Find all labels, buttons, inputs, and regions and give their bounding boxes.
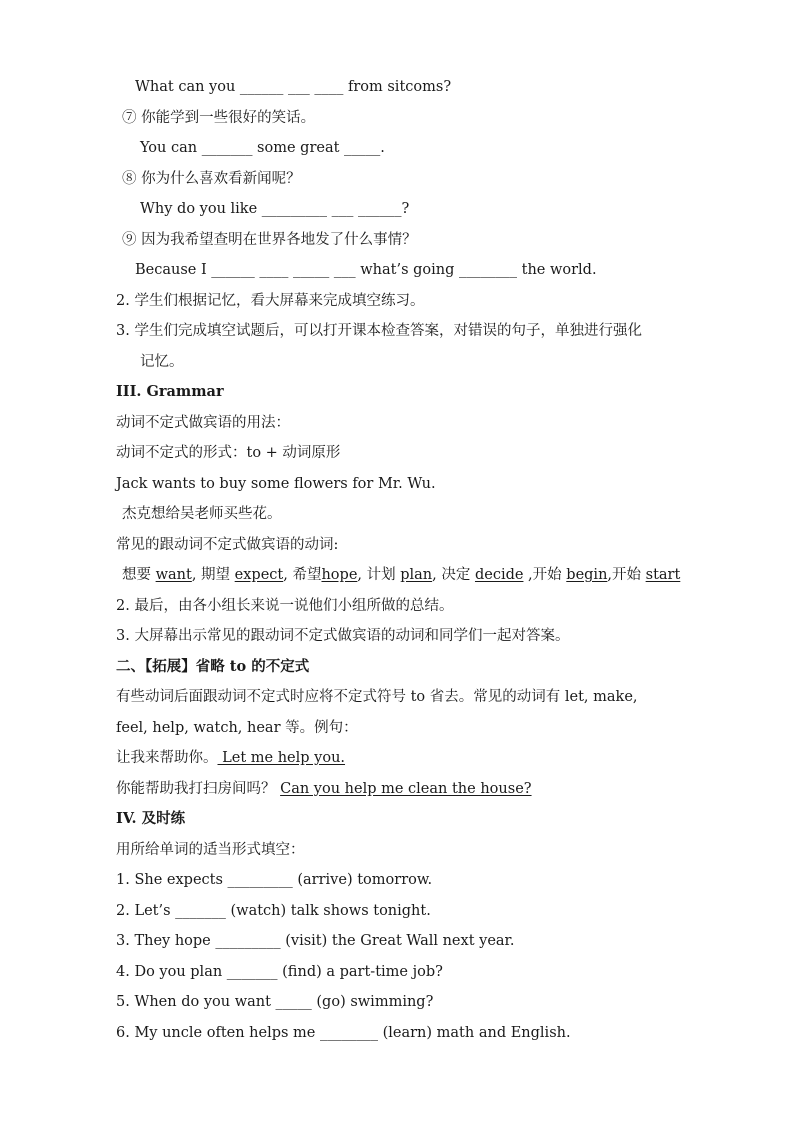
step-3-text-cont: 记忆。 (140, 354, 184, 370)
verb-cn-hope: , 希望 (283, 567, 322, 583)
example-1-en: Let me help you. (217, 750, 346, 766)
sentence-what-can-you: What can you ______ ___ ____ from sitcoms? (135, 79, 452, 95)
exercise-2: 2. Let’s _______ (watch) talk shows tonight. (116, 903, 431, 919)
exercise-6: 6. My uncle often helps me ________ (learn) math and English. (116, 1025, 571, 1041)
extension-text: 有些动词后面跟动词不定式时应将不定式符号 to 省去。常见的动词有 let, make, (116, 689, 638, 705)
item-9-chinese: ⑨ 因为我希望查明在世界各地发了什么事情？ (122, 232, 417, 248)
verb-expect: expect (234, 567, 284, 583)
practice-instructions: 用所给单词的适当形式填空： (116, 842, 305, 858)
grammar-form: 动词不定式的形式：to + 动词原形 (116, 445, 341, 461)
common-verbs-list (122, 565, 680, 585)
item-8-chinese: ⑧ 你为什么喜欢看新闻呢？ (122, 171, 301, 187)
verb-begin: begin (566, 567, 608, 583)
verb-cn-plan: , 计划 (357, 567, 401, 583)
sentence-because-i: Because I ______ ____ _____ ___ what’s going ________ the world. (135, 262, 597, 278)
example-1 (116, 748, 345, 768)
example-2-cn: 你能帮助我打扫房间吗？ (116, 781, 281, 797)
verb-decide: decide (474, 567, 524, 583)
exercise-3: 3. They hope _________ (visit) the Great Wall next year. (116, 933, 515, 949)
verb-cn-begin: ,开始 (523, 567, 567, 583)
verb-start: start (645, 567, 681, 583)
sentence-you-can: You can _______ some great _____. (140, 140, 385, 156)
verb-cn-start: ,开始 (607, 567, 646, 583)
exercise-5: 5. When do you want _____ (go) swimming? (116, 994, 434, 1010)
example-2 (116, 779, 532, 799)
grammar-usage: 动词不定式做宾语的用法： (116, 415, 290, 431)
exercise-1: 1. She expects _________ (arrive) tomorrow. (116, 872, 433, 888)
section-practice-heading: IV. 及时练 (116, 810, 186, 827)
verb-plan: plan (400, 567, 433, 583)
example-sentence-cn: 杰克想给吴老师买些花。 (122, 506, 282, 522)
common-verbs-intro: 常见的跟动词不定式做宾语的动词: (116, 537, 339, 553)
example-2-en: Can you help me clean the house? (280, 781, 532, 797)
verb-cn-expect: , 期望 (191, 567, 235, 583)
exercise-4: 4. Do you plan _______ (find) a part-time job? (116, 964, 443, 980)
example-1-cn: 让我来帮助你。 (116, 750, 218, 766)
sentence-why-do-you-like: Why do you like _________ ___ ______? (140, 201, 410, 217)
extension-text-cont: feel, help, watch, hear 等。例句： (116, 720, 358, 736)
section-extension-heading: 二、【拓展】省略 to 的不定式 (116, 658, 310, 675)
verb-hope: hope (321, 567, 358, 583)
example-sentence-en: Jack wants to buy some flowers for Mr. Wu. (116, 476, 436, 492)
verb-cn-want: 想要 (122, 567, 156, 583)
summary-step-3: 3. 大屏幕出示常见的跟动词不定式做宾语的动词和同学们一起对答案。 (116, 628, 570, 644)
verb-cn-decide: , 决定 (432, 567, 475, 583)
item-7-chinese: ⑦ 你能学到一些很好的笑话。 (122, 110, 316, 126)
step-2-text: 2. 学生们根据记忆，看大屏幕来完成填空练习。 (116, 293, 425, 309)
step-3-text: 3. 学生们完成填空试题后，可以打开课本检查答案，对错误的句子，单独进行强化 (116, 323, 642, 339)
verb-want: want (155, 567, 192, 583)
section-grammar-heading: III. Grammar (116, 383, 224, 400)
summary-step-2: 2. 最后，由各小组长来说一说他们小组所做的总结。 (116, 598, 454, 614)
